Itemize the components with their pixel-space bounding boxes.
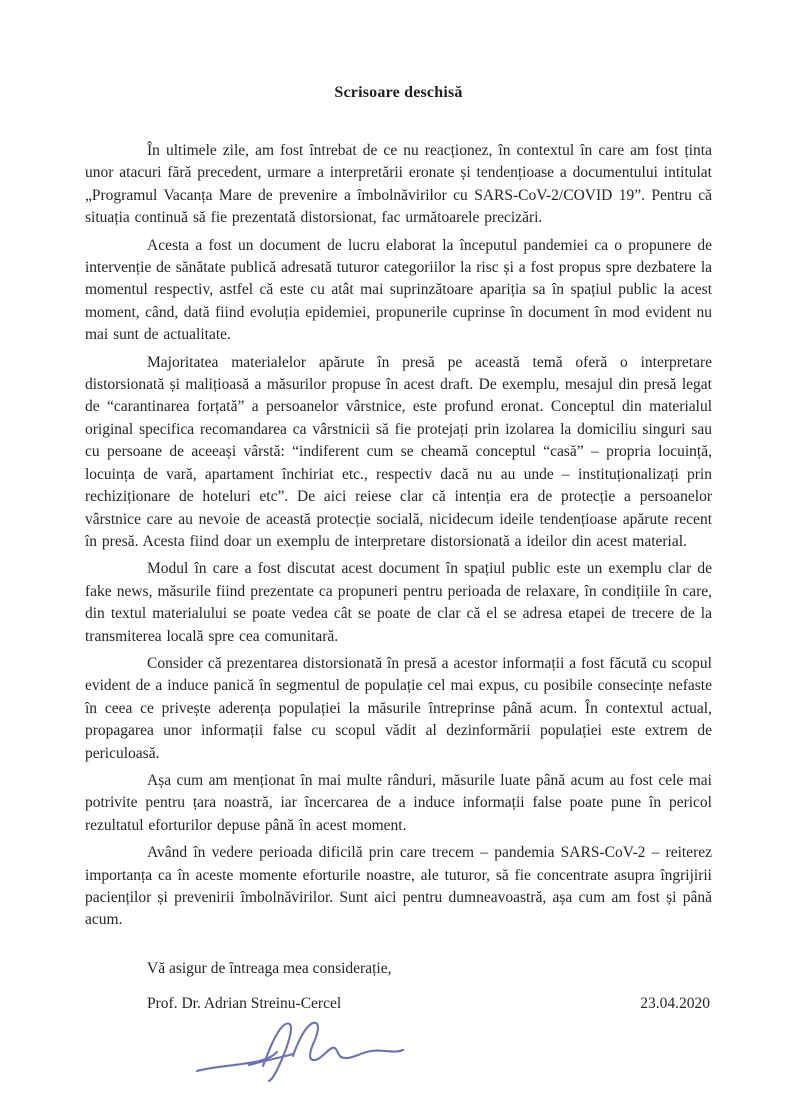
handwritten-signature-icon	[193, 1018, 408, 1088]
signature-image	[193, 1018, 408, 1088]
paragraph: Modul în care a fost discutat acest document în spațiul public este un exemplu clar de fake news, măsurile fiind prezentate ca propuneri pentru perioada de relaxare, în condițiile în care, din textul materialului se poate vedea cât se poate de clar că el se adresa etapei de trecere de la transmiterea locală spre cea comunitară.	[85, 560, 712, 645]
closing-line: Vă asigur de întreaga mea considerație,	[147, 959, 392, 977]
signature-row	[85, 993, 712, 1015]
letter-date: 23.04.2020	[640, 995, 710, 1013]
paragraph: În ultimele zile, am fost întrebat de ce nu reacționez, în contextul în care am fost ținta unor atacuri fără precedent, urmare a interpretării eronate și tendențioase a documentului intitulat „Programul Vacanța Mare de prevenire a îmbolnăvirilor cu SARS-CoV-2/COVID 19”. Pentru că situația continuă să fie prezentată distorsionat, fac următoarele precizări.	[85, 142, 712, 227]
letter-body	[85, 140, 712, 932]
paragraph: Consider că prezentarea distorsionată în presă a acestor informații a fost făcută cu scopul evident de a induce panică în segmentul de populație cel mai expus, cu posibile consecințe nefaste în ceea ce privește aderența populației la măsurile întreprinse până acum. În contextul actual, propagarea unor informații false cu scopul vădit al dezinformării populației este extrem de periculoasă.	[85, 654, 712, 762]
signer-name: Prof. Dr. Adrian Streinu-Cercel	[147, 995, 342, 1013]
page-title: Scrisoare deschisă	[334, 84, 463, 101]
paragraph: Acesta a fost un document de lucru elaborat la începutul pandemiei ca o propunere de intervenție de sănătate publică adresată tuturor categoriilor la risc și a fost propus spre dezbatere la momentul respectiv, astfel că este cu atât mai suprinzătoare apariția sa în spațiul public la acest moment, când, dată fiind evoluția epidemiei, propunerile cuprinse în document în mod evident nu mai sunt de actualitate.	[85, 236, 712, 344]
paragraph: Având în vedere perioada dificilă prin care trecem – pandemia SARS-CoV-2 – reiterez importanța ca în aceste momente eforturile noastre, ale tuturor, să fie concentrate asupra îngrijirii pacienților și prevenirii îmbolnăvirilor. Sunt aici pentru dumneavoastră, așa cum am fost și până acum.	[85, 844, 712, 929]
paragraph: Majoritatea materialelor apărute în presă pe această temă oferă o interpretare distorsionată și malițioasă a măsurilor propuse în acest draft. De exemplu, mesajul din presă legat de “carantinarea forțată” a persoanelor vârstnice, este profund eronat. Conceptul din materialul original specifica recomandarea ca vârstnicii să fie protejați prin izolarea la domiciliu singuri sau cu persoane de aceeași vârstă: “indiferent cum se cheamă conceptul “casă” – propria locuință, locuința de vară, apartament închiriat etc., respectiv dacă nu au unde – instituționalizați prin rechiziționare de hoteluri etc”. De aici reiese clar că intenția era de protecție a persoanelor vârstnice care au nevoie de această protecție socială, nicidecum ideile tendențioase apărute recent în presă. Acesta fiind doar un exemplu de interpretare distorsionată a ideilor din acest material.	[85, 353, 712, 550]
paragraph: Așa cum am menționat în mai multe rânduri, măsurile luate până acum au fost cele mai potrivite pentru țara noastră, iar încercarea de a induce informații false poate pune în pericol rezultatul eforturilor depuse până în acest moment.	[85, 771, 712, 834]
